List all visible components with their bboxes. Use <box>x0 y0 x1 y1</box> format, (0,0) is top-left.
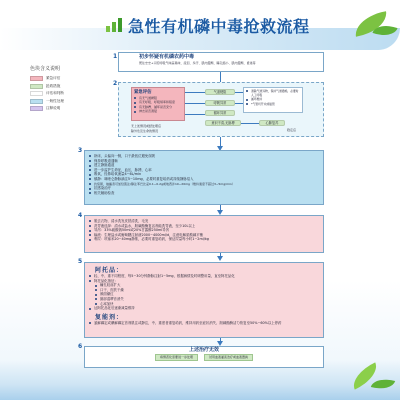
connector-line <box>220 72 221 82</box>
atropine-item: 轻、中、重不同程度，每5~30分钟静脉注射1~5mg，根据病情及时调整用量，直至阿托品化 <box>89 274 319 279</box>
airway-actions-box <box>243 87 303 113</box>
legend-item <box>30 105 64 113</box>
assessment-item: 有无呼吸、呼吸频率和程度 <box>134 100 182 104</box>
decontamination-box <box>84 215 324 253</box>
decontamination-item: 输液：生理盐水或葡萄糖注射液2000~4000ml/d，注意电解质酸碱平衡 <box>89 233 319 238</box>
general-treatment-item: 抗感染治疗 <box>89 186 319 191</box>
general-treatment-item: 抗惊厥，抽搐者可加给肌注/静注苯巴比妥0.1~0.2g或地西泮10~20mg（维持速度不超过3~5mg/min） <box>89 182 319 187</box>
legend-swatch <box>30 99 43 104</box>
reactivator-list <box>89 321 319 326</box>
step-number: 6 <box>78 343 83 350</box>
atropine-item: 瞳孔较前扩大 <box>95 283 319 288</box>
refractory-options <box>85 354 323 361</box>
airway-action-item: 循环维持 <box>246 97 300 101</box>
atropine-item: 阿托品化指征： <box>89 279 319 284</box>
connector-line <box>185 103 205 104</box>
general-treatment-item: 相关辅助检查 <box>89 191 319 196</box>
legend-item <box>30 90 64 98</box>
step-number: 1 <box>113 53 118 60</box>
step-number: 3 <box>78 147 83 154</box>
decontamination-item: 脱去衣物，清水洗发皮肤清洗，毛发 <box>89 219 319 224</box>
legend-item <box>30 98 64 106</box>
connector-line <box>185 114 205 115</box>
legend <box>30 65 64 113</box>
step-number: 5 <box>78 258 83 265</box>
refractory-option: 试用血液灌流治疗或血液置换 <box>204 354 253 361</box>
general-treatment-item: 建立静脉通道 <box>89 163 319 168</box>
general-treatment-item: 镇静：咪唑仑静脉滴注5~10mg，必要时重复给药或持续静脉泵入 <box>89 177 319 182</box>
legend-label: 评估和判断 <box>46 91 64 96</box>
legend-swatch <box>30 106 43 111</box>
cpr-pill: 心肺复苏 <box>259 120 285 126</box>
airway-action-item: *气管切开术或插管 <box>246 102 300 106</box>
refractory-box <box>84 346 324 368</box>
assessment-heading: 紧急评估 <box>134 90 152 95</box>
title-bars-icon <box>106 16 128 32</box>
antidote-box <box>84 262 324 338</box>
decontamination-list <box>89 219 319 242</box>
stable-after-label: 稳定后 <box>287 128 297 132</box>
initial-suspicion-heading: 初步怀疑有机磷农药中毒 <box>139 54 195 60</box>
decontamination-item: 利尿：呋塞米20~40mg静推，必要时重复给药，保证尿量每小时1~2ml/kg <box>89 237 319 242</box>
legend-swatch <box>30 91 43 96</box>
assessment-item: 有无气道梗阻 <box>134 96 182 100</box>
legend-label: 一般性处理 <box>46 98 64 103</box>
legend-title: 色块含义说明 <box>30 66 61 72</box>
legend-label: 注释说明 <box>46 106 61 111</box>
initial-suspicion-text: 既往史史+口腔呼吸气味蒜臭味、流泪、多汗、肌肉震颤、瞳孔缩小、肌肉震颤、昏迷等 <box>139 61 256 65</box>
no-risk-label-2: 除外危及生命的情况 <box>131 129 159 133</box>
general-treatment-box <box>84 150 324 205</box>
legend-item <box>30 83 64 91</box>
atropine-item: 肺部湿啰音消失 <box>95 297 319 302</box>
connector-line <box>241 123 259 124</box>
atropine-item: 颜面潮红 <box>95 292 319 297</box>
general-treatment-list <box>89 154 319 195</box>
general-treatment-item: 进一步监护生命征，血压，脉搏，心率 <box>89 168 319 173</box>
airway-actions-list <box>246 89 300 106</box>
legend-swatch <box>30 76 43 81</box>
atropine-item: 口干，皮肤干燥 <box>95 288 319 293</box>
legend-label: 抢救措施 <box>46 83 61 88</box>
assessment-item: 有无脉搏、循环是否充分 <box>134 105 182 109</box>
airway-action-item: 清除气道异物，保持气道通畅，必要时人工呼吸 <box>246 89 300 97</box>
decontamination-item: 洗胃液选择：清水或盐水，胆碱酯酶复活剂能洗胃液，至少10L以上 <box>89 224 319 229</box>
atropine-heading: 阿托品： <box>95 267 124 274</box>
step-number: 4 <box>78 212 83 219</box>
assessment-card <box>131 87 185 121</box>
atropine-list <box>89 274 319 311</box>
decontamination-item: 导泻：33%硫酸钠50ml或20%甘露醇250ml导泻 <box>89 228 319 233</box>
legend-item <box>30 75 64 83</box>
abnormal-circulation-pill: 循环异常 <box>205 110 235 116</box>
assessment-item: 神志是否清楚 <box>134 109 182 113</box>
reactivator-heading: 复能剂： <box>95 313 124 321</box>
unconscious-pulseless-pill: 意识不清,无脉搏 <box>205 120 241 126</box>
legend-swatch <box>30 84 43 89</box>
down-arrow-icon <box>217 256 223 261</box>
refractory-heading: 上述治疗无效 <box>188 347 219 353</box>
step-number: 2 <box>113 80 118 87</box>
general-treatment-item: 保持呼吸道通畅 <box>89 159 319 164</box>
page-title: 急性有机磷中毒抢救流程 <box>128 17 310 36</box>
refractory-option: 病情恶化需要进一步处理 <box>155 354 198 361</box>
connector-line <box>235 92 243 93</box>
emergency-assessment-box <box>118 82 324 137</box>
connector-line <box>185 92 205 93</box>
no-risk-label: 无上述情况或经处理后 <box>131 124 162 128</box>
abnormal-breathing-pill: 呼吸异常 <box>205 100 235 106</box>
general-treatment-item: 吸氧，经鼻给氧流量4~6L/min <box>89 172 319 177</box>
legend-label: 紧急评估 <box>46 76 61 81</box>
reactivator-item: 氯解磷定或碘解磷定首剂肌注或静注，中、重度者重复给药，维持用药至症状消失、胆碱酯酶活力恢复至50%~60%以上停药 <box>89 321 319 326</box>
airway-obstruction-pill: 气道梗阻 <box>205 89 235 95</box>
assessment-list <box>134 96 182 114</box>
initial-suspicion-box <box>118 52 324 72</box>
connector-line <box>235 103 243 104</box>
atropine-item: 达阿托品化后逐渐减量维持 <box>89 306 319 311</box>
atropine-item: 心率加快 <box>95 302 319 307</box>
general-treatment-item: 卧床，头偏向一侧，口于最低位避免误吸 <box>89 154 319 159</box>
